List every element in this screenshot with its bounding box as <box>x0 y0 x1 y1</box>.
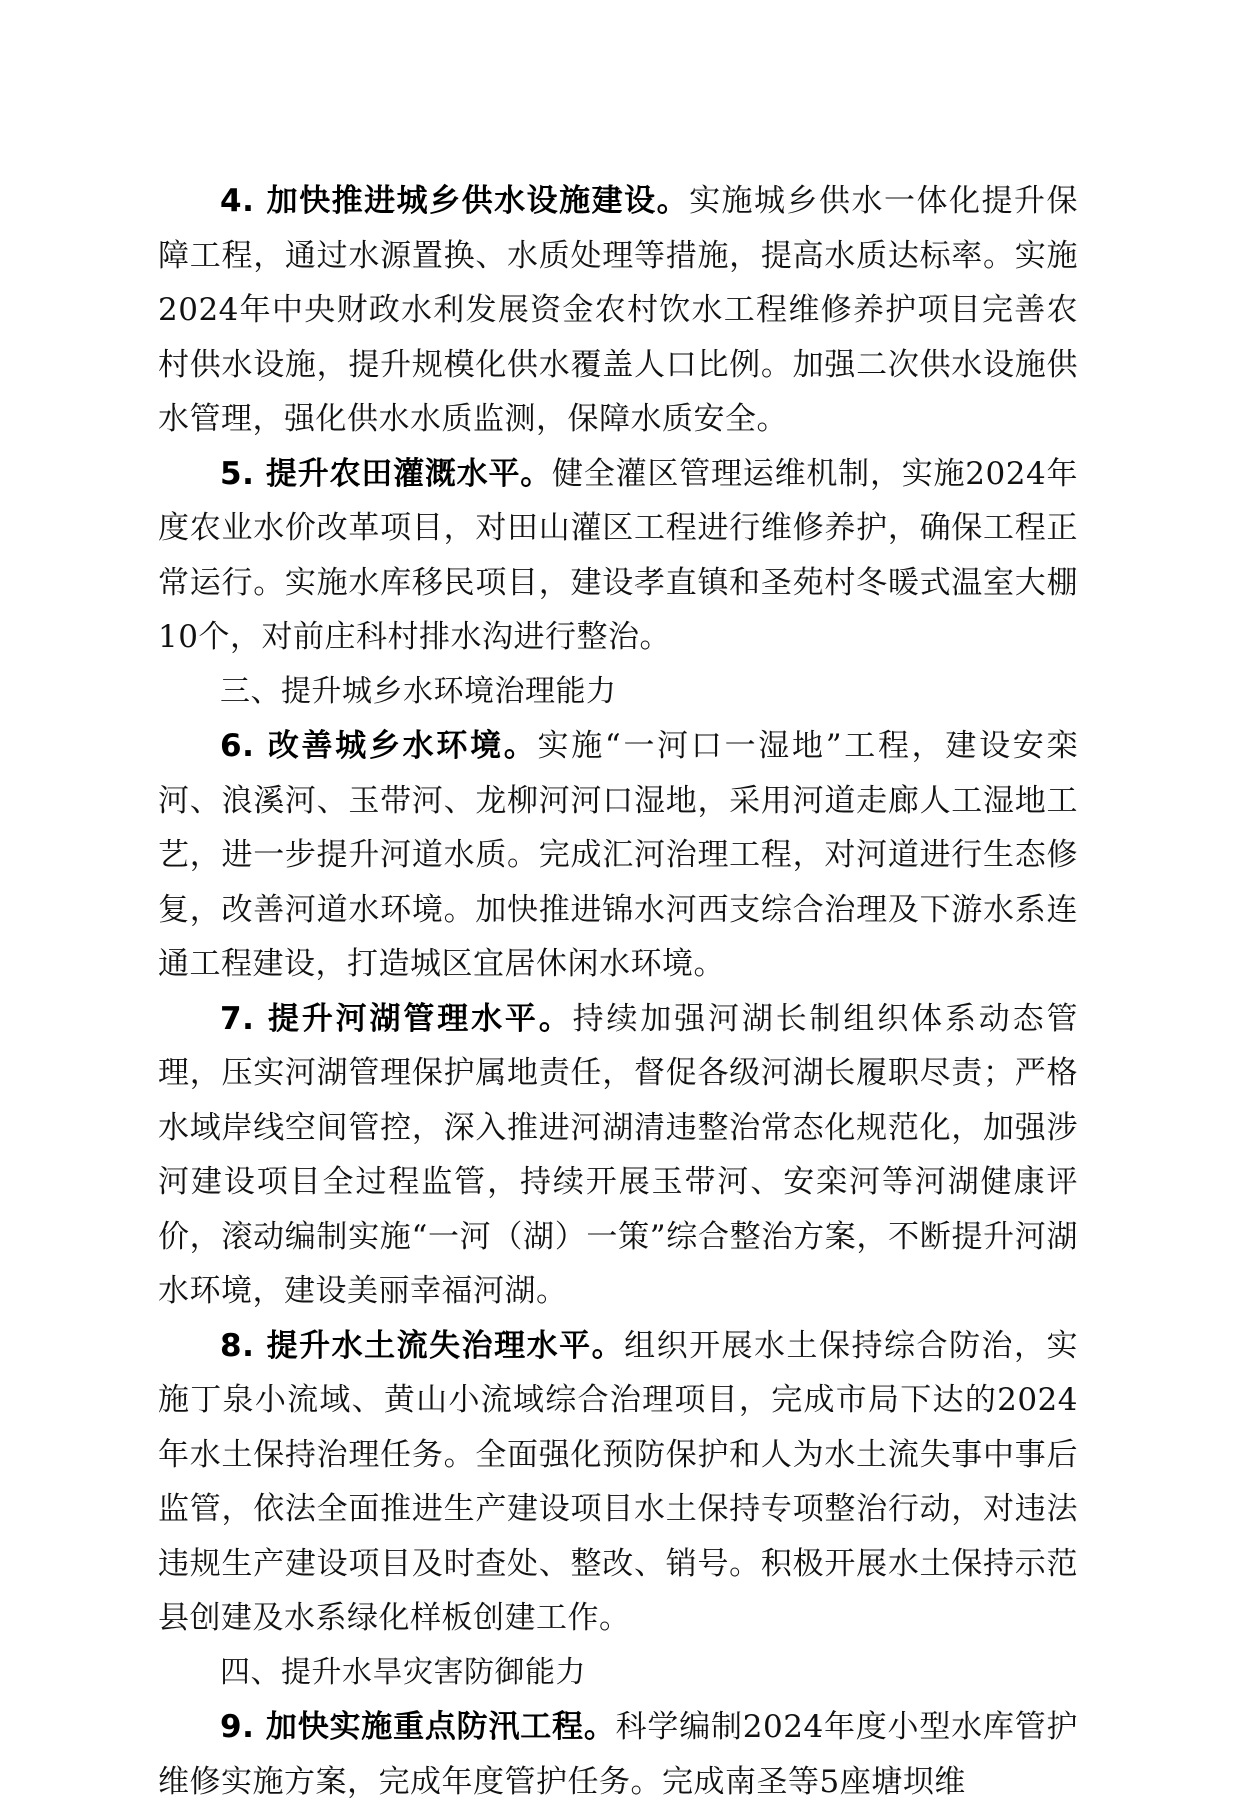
section-heading-water-environment: 三、提升城乡水环境治理能力 <box>220 673 617 709</box>
paragraph-text: 持续加强河湖长制组织体系动态管理，压实河湖管理保护属地责任，督促各级河湖长履职尽责；严格水域岸线空间管控，深入推进河湖清违整治常态化规范化，加强涉河建设项目全过程监管，持续开展玉带河、安栾河等河湖健康评价，滚动编制实施“一河（湖）一策”综合整治方案，不断提升河湖水环境，建设美丽幸福河湖。 <box>158 1000 1078 1309</box>
paragraph-urban-rural-water-supply <box>158 174 1078 447</box>
paragraph-lead: 5. 提升农田灌溉水平。 <box>220 455 553 492</box>
document-body <box>158 174 1078 1809</box>
paragraph-text: 实施“一河口一湿地”工程，建设安栾河、浪溪河、玉带河、龙柳河河口湿地，采用河道走廊人工湿地工艺，进一步提升河道水质。完成汇河治理工程，对河道进行生态修复，改善河道水环境。加快推进锦水河西支综合治理及下游水系连通工程建设，打造城区宜居休闲水环境。 <box>158 728 1078 982</box>
paragraph-text: 科学编制2024年度小型水库管护维修实施方案，完成年度管护任务。完成南圣等5座塘坝维 <box>158 1709 1078 1800</box>
paragraph-river-lake-management <box>158 992 1078 1319</box>
paragraph-improve-water-environment <box>158 719 1078 992</box>
paragraph-text: 健全灌区管理运维机制，实施2024年度农业水价改革项目，对田山灌区工程进行维修养护，确保工程正常运行。实施水库移民项目，建设孝直镇和圣苑村冬暖式温室大棚10个，对前庄科村排水沟进行整治。 <box>158 455 1078 655</box>
paragraph-text: 实施城乡供水一体化提升保障工程，通过水源置换、水质处理等措施，提高水质达标率。实施2024年中央财政水利发展资金农村饮水工程维修养护项目完善农村供水设施，提升规模化供水覆盖人口比例。加强二次供水设施供水管理，强化供水水质监测，保障水质安全。 <box>158 183 1078 437</box>
paragraph-lead: 4. 加快推进城乡供水设施建设。 <box>220 183 690 219</box>
paragraph-lead: 8. 提升水土流失治理水平。 <box>220 1327 625 1364</box>
paragraph-lead: 9. 加快实施重点防汛工程。 <box>220 1709 616 1745</box>
paragraph-flood-control-projects <box>158 1700 1078 1809</box>
paragraph-lead: 7. 提升河湖管理水平。 <box>220 1000 573 1037</box>
paragraph-farmland-irrigation <box>158 447 1078 665</box>
paragraph-soil-erosion-control <box>158 1319 1078 1646</box>
paragraph-lead: 6. 改善城乡水环境。 <box>220 728 538 764</box>
paragraph-text: 组织开展水土保持综合防治，实施丁泉小流域、黄山小流域综合治理项目，完成市局下达的2024年水土保持治理任务。全面强化预防保护和人为水土流失事中事后监管，依法全面推进生产建设项目水土保持专项整治行动，对违法违规生产建设项目及时查处、整改、销号。积极开展水土保持示范县创建及水系绿化样板创建工作。 <box>158 1327 1079 1636</box>
section-heading-disaster-defense: 四、提升水旱灾害防御能力 <box>220 1654 586 1690</box>
